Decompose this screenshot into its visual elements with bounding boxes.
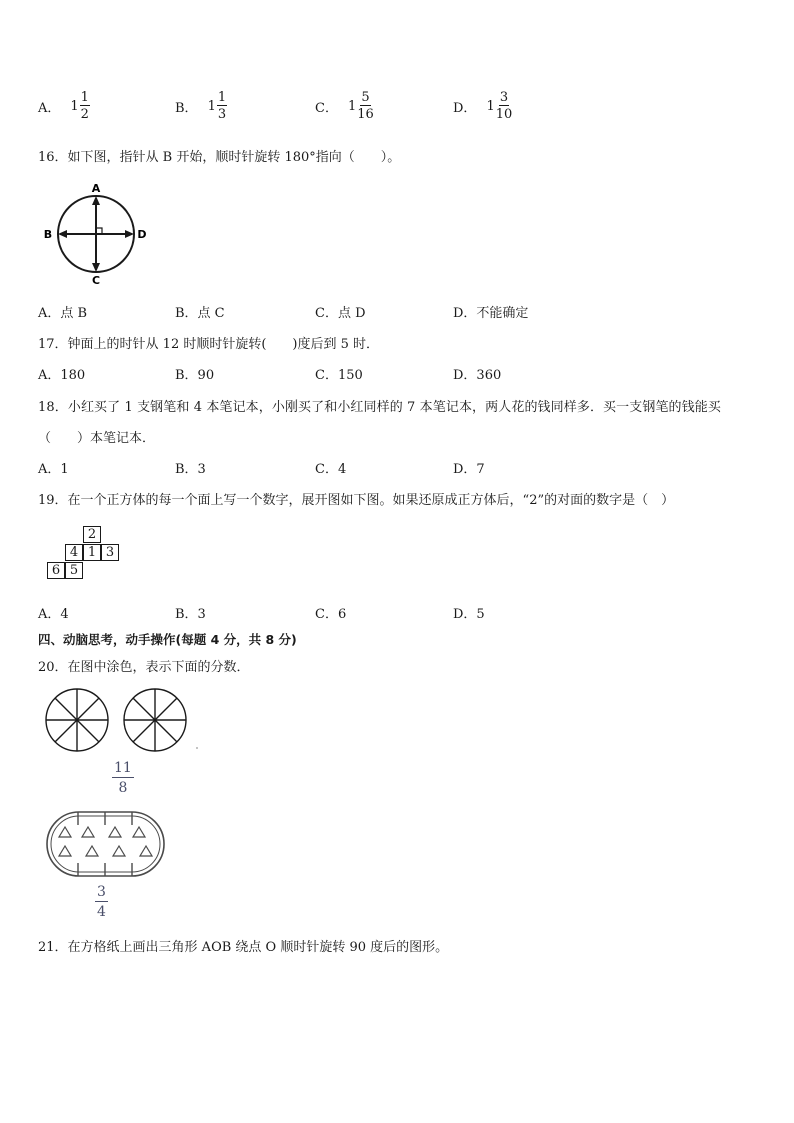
- q18-option-c: C．4: [315, 462, 347, 477]
- net-cell-mid-3: 3: [101, 544, 119, 561]
- q16-option-b: B．点 C: [175, 306, 225, 321]
- section-4-heading: 四、动脑思考，动手操作(每题 4 分，共 8 分): [38, 632, 297, 647]
- mixed-whole: 1: [207, 98, 216, 114]
- q17-option-d: D．360: [453, 368, 502, 383]
- denominator: 4: [97, 904, 106, 920]
- q20-eighths-circles: [42, 686, 202, 756]
- q16-option-a: A．点 B: [38, 306, 88, 321]
- q15-option-b: [175, 91, 227, 121]
- numerator: 1: [80, 90, 89, 105]
- fraction: [217, 91, 227, 121]
- denominator: 10: [495, 107, 513, 122]
- option-letter: D．: [453, 100, 477, 116]
- stadium-dividers: [78, 812, 132, 876]
- q21-question-text: 21．在方格纸上画出三角形 AOB 绕点 O 顺时针旋转 90 度后的图形。: [38, 940, 449, 955]
- circle-eighths-left: [46, 689, 108, 751]
- numerator: 5: [361, 90, 370, 105]
- q18-option-a: A．1: [38, 462, 69, 477]
- denominator: 16: [357, 107, 374, 122]
- arrow-down-head: [92, 263, 100, 272]
- triangle-icon: [59, 827, 71, 837]
- fraction: [357, 91, 374, 121]
- circle-eighths-right: [124, 689, 186, 751]
- denominator: 3: [217, 107, 227, 122]
- q15-option-c: [315, 91, 374, 121]
- q18-question-line1: 18．小红买了 1 支钢笔和 4 本笔记本，小刚买了和小红同样的 7 本笔记本，两人花的钱同样多．买一支钢笔的钱能买: [38, 400, 721, 415]
- q20-fraction-three-quarters: [95, 885, 108, 919]
- net-cell-bot-2: 5: [65, 562, 83, 579]
- q19-option-a: A．4: [38, 607, 69, 622]
- option-letter: B．: [175, 100, 198, 116]
- net-cell-top: 2: [83, 526, 101, 543]
- q19-option-b: B．3: [175, 607, 206, 622]
- numerator: 11: [114, 760, 132, 776]
- q17-option-b: B．90: [175, 368, 215, 383]
- dial-label-d: D: [137, 228, 147, 241]
- q18-option-b: B．3: [175, 462, 206, 477]
- q20-fraction-eleven-eighths: [112, 761, 134, 795]
- q19-option-d: D．5: [453, 607, 485, 622]
- denominator: 2: [80, 107, 89, 122]
- fraction: [496, 91, 513, 121]
- mixed-whole: 1: [347, 98, 357, 114]
- numerator: 3: [499, 90, 509, 105]
- triangle-icon: [59, 846, 71, 856]
- net-cell-mid-2: 1: [83, 544, 101, 561]
- triangle-icon: [113, 846, 125, 856]
- q19-question-text: 19．在一个正方体的每一个面上写一个数字，展开图如下图。如果还原成正方体后，“2”的对面的数字是（ ）: [38, 493, 675, 508]
- q17-option-a: A．180: [38, 368, 86, 383]
- q18-option-d: D．7: [453, 462, 485, 477]
- q20-stadium-shape: [44, 809, 168, 881]
- net-cell-bot-1: 6: [47, 562, 65, 579]
- dial-label-a: A: [91, 182, 101, 195]
- mixed-whole: 1: [70, 98, 79, 114]
- denominator: 8: [118, 780, 128, 796]
- arrow-right-head: [125, 230, 134, 238]
- triangle-icon: [86, 846, 98, 856]
- q16-dial-figure: [40, 178, 152, 290]
- triangle-icons: [59, 827, 152, 856]
- q19-cube-net: [45, 526, 125, 586]
- triangle-icon: [133, 827, 145, 837]
- net-cell-mid-1: 4: [65, 544, 83, 561]
- q16-question-text: 16．如下图，指针从 B 开始，顺时针旋转 180°指向（ ）。: [38, 150, 401, 165]
- numerator: 3: [97, 884, 106, 900]
- q15-option-d: [453, 91, 512, 121]
- dial-label-b: B: [43, 228, 53, 241]
- triangle-icon: [140, 846, 152, 856]
- option-letter: C．: [315, 100, 338, 116]
- mixed-whole: 1: [486, 98, 495, 114]
- fraction: [80, 91, 90, 121]
- dial-label-c: C: [91, 274, 101, 287]
- q15-option-a: [38, 91, 90, 121]
- triangle-icon: [109, 827, 121, 837]
- q18-question-line2: （ ）本笔记本．: [38, 431, 156, 446]
- numerator: 1: [217, 90, 227, 105]
- q20-question-text: 20．在图中涂色，表示下面的分数．: [38, 660, 250, 675]
- q19-option-c: C．6: [315, 607, 347, 622]
- q16-option-c: C．点 D: [315, 306, 366, 321]
- q16-option-d: D．不能确定: [453, 306, 529, 321]
- option-letter: A．: [38, 100, 61, 116]
- q17-option-c: C．150: [315, 368, 363, 383]
- q17-question-text: 17．钟面上的时针从 12 时顺时针旋转( )度后到 5 时．: [38, 337, 380, 352]
- arrow-up-head: [92, 196, 100, 205]
- arrow-left-head: [58, 230, 67, 238]
- triangle-icon: [82, 827, 94, 837]
